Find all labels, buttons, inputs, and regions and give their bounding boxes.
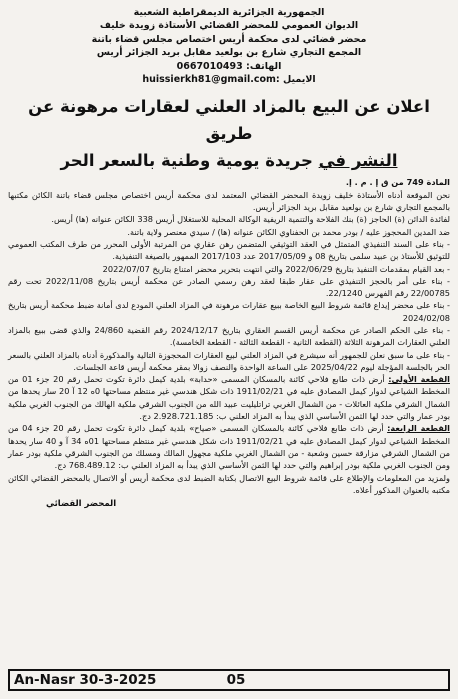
paragraph-auction-date: - بناء على ما سبق نعلن للجمهور أنه سيشرع في المزاد العلني لبيع العقارات المحجوزة التالية والمذكورة أدناه بالمزاد العلني بالسعر الحر بالجلسة المؤجلة ليوم 2025/04/22 على الساعة الواحدة والنصف زوالا بمقر محكمة أريس قاعة الجلسات. [8, 349, 450, 372]
newspaper-source: An-Nasr 30-3-2025 [14, 672, 157, 688]
article-reference: المادة 749 من ق إ . م . إ. [345, 177, 450, 188]
paragraph-contact: ولمزيد من المعلومات والإطلاع على قائمة شروط البيع الاتصال بكتابة الضبط لدى محكمة أريس أو الاتصال بالمحضر القضائي الكائن مكتبه بالعنوان المذكور أعلاه. [8, 472, 450, 495]
title-line-2 [8, 147, 450, 174]
paragraph-preliminaries: - بعد القيام بمقدمات التنفيذ بتاريخ 2022/06/29 والتي انتهت بتحرير محضر امتناع بتاريخ 2022/07/07 [102, 263, 450, 274]
paragraph-lot-1 [8, 373, 450, 422]
paragraph-conditions-filing: - بناء على محضر إيداع قائمة شروط البيع الخاصة ببيع عقارات مرهونة في المزاد العلني المودع لدى أمانة ضبط محكمة أريس بتاريخ 2024/02/08 [8, 300, 450, 323]
paragraph-judgment: - بناء على الحكم الصادر عن محكمة أريس القسم العقاري بتاريخ 2024/12/17 رقم القضية 24/860 والذي قضى ببيع بالمزاد العلني العقارات المرهونة الثلاثة (القطعة الثانية - القطعة الثالثة - القطعة الخامسة). [8, 325, 450, 348]
paragraph-creditor: لفائدة الدائن (ة) الحاجز (ة) بنك الفلاحة والتنمية الريفية الوكالة المحلية للاستغلال أريس 338 الكائن عنوانه (ها) أريس. [51, 214, 450, 225]
header-republic: الجمهورية الجزائرية الديمقراطية الشعبية [133, 7, 325, 18]
notice-title [8, 93, 450, 174]
paragraph-seizure-order: - بناء على أمر بالحجز التنفيذي على عقار طبقا لعقد رهن رسمي الصادر عن محكمة أريس بتاريخ 2022/11/08 تحت رقم 22/00785 رقم الفهرس 22/1240. [8, 275, 450, 299]
signature: المحضر القضائي [46, 499, 117, 510]
title-line-1: اعلان عن البيع بالمزاد العلني لعقارات مرهونة عن طريق [28, 97, 430, 144]
paragraph-lot-4 [8, 422, 450, 471]
lot-4-text: أرض ذات طابع فلاحي كائنة بالمسكان المسمى «صياح» بلدية كيمل دائرة تكوت تحمل رقم 20 جزء 04 من المخطط الشياعي لدوار كيمل المصادق عليه في 1911/02/21 ذات شكل هندسي غير منتظم مساحتها 01ه 34 آ و 40 سار يحدها من الشمال الشرقي مزارقة حسين وشعبة - من الشمال الغربي ملكية مجهول المالك ومسلك من الجنوب الشرقي ملكية بودر عمار ومن الجنوب الغربي ملكية بودر إبراهيم والتي حدد لها الثمن الأساسي الذي يبدأ به المزاد العلني ب: 768.489.12 دج. [8, 423, 450, 471]
lot-4-heading: القطعة الرابعة: [387, 423, 450, 434]
title-line-2-rest: جريدة يومية وطنية بالسعر الحر [60, 151, 319, 171]
lot-1-heading: القطعة الأولى: [388, 374, 450, 385]
header-court: محضر قضائي لدى محكمة أريس اختصاص مجلس قضاء باتنة [91, 33, 367, 45]
newspaper-footer [8, 669, 450, 691]
paragraph-title-deed: - بناء على السند التنفيذي المتمثل في العقد التوثيقي المتضمن رهن عقاري من المرتبة الأولى المحرر من طرف المكتب العمومي للتوثيق للأستاذ بن عبيد سلمى بتاريخ 08 و 2017/05/09 عدد 2017/103 الممهور بالصيغة التنفيذية. [8, 238, 450, 262]
page-number: 05 [226, 672, 246, 688]
header-address: المجمع التجاري شارع بن بولعيد مقابل بريد الجزائر أريس [96, 47, 362, 59]
paragraph-debtor: ضد المدين المحجوز عليه / بودر محمد بن الحفناوي الكائن عنوانه (ها) / سيدي معنصر ولاية باتنة. [127, 226, 450, 237]
header-office: الديوان العمومي للمحضر القضائي الأستاذة زويدة خليف [99, 20, 359, 32]
notice-header [8, 6, 450, 86]
lot-1-text: أرض ذات طابع فلاحي كائنة بالمسكان المسمى «حدابة» بلدية كيمل دائرة تكوت تحمل رقم 20 جزء 01 من المخطط الشياعي لدوار كيمل المصادق عليه في 1911/02/21 ذات شكل هندسي غير منتظم مساحتها 0ه 12 آ 20 سار يحدها من الشمال الشرقي ملكية العائلات - من الشمال الغربي تراتليليت عبيد الله من الجنوب الشرقي ملكية الهالك من الجنوب الغربي ملكية بودر عمار والتي حدد لها الثمن الأساسي الذي يبدأ به المزاد العلني ب: 2.928.721.185 دج. [8, 374, 450, 422]
title-line-2-underlined: النشر في [318, 151, 398, 171]
header-email: الايميل :huissierkh81@gmail.com [142, 74, 316, 86]
header-phone: الهاتف: 0667010493 [176, 60, 282, 72]
paragraph-bailiff: نحن الموقعة أدناه الأستاذة خليف زويدة المحضر القضائي المعتمد لدى محكمة أريس اختصاص مجلس قضاء باتنة الكائن مكتبها بالمجمع التجاري شارع بن بولعيد مقابل بريد الجزائر أريس. [8, 189, 450, 213]
notice-body [8, 176, 450, 510]
